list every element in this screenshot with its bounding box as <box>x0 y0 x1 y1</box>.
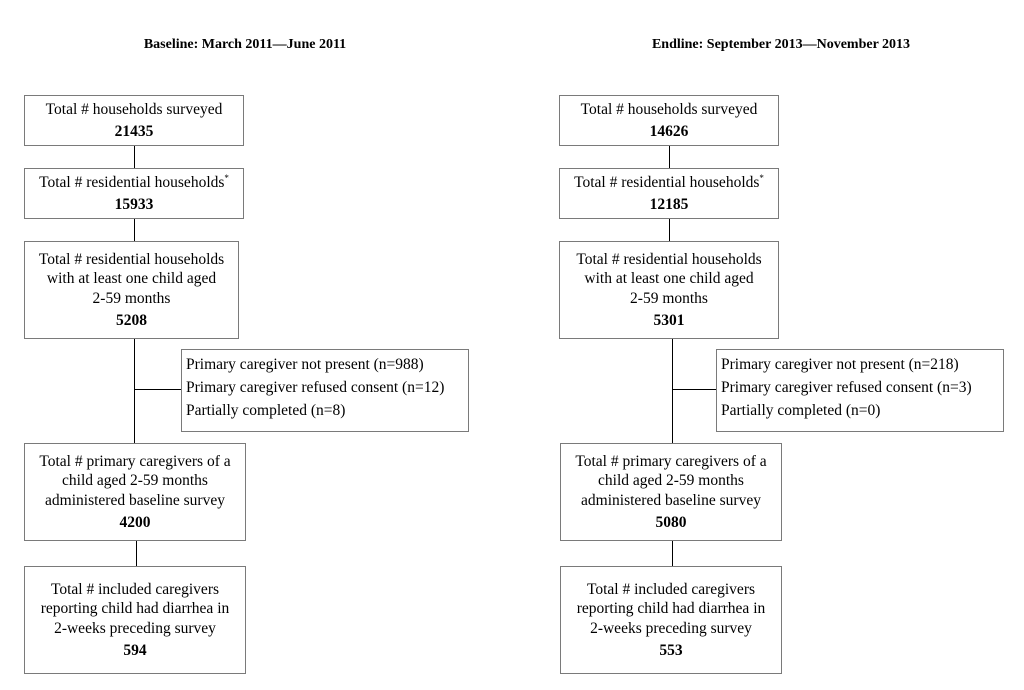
connector <box>134 146 135 168</box>
endline-caregivers-surveyed-box <box>560 443 782 541</box>
box-label: Total # primary caregivers of a child aged 2-59 months administered baseline survey <box>575 452 767 509</box>
endline-included-caregivers-box <box>560 566 782 674</box>
connector <box>669 146 670 168</box>
exclusion-item: Partially completed (n=0) <box>721 402 881 419</box>
box-value: 4200 <box>119 514 151 531</box>
box-label: Total # residential households with at least one child aged 2-59 months <box>576 250 762 307</box>
exclusion-connector <box>134 389 181 390</box>
box-label: Total # households surveyed <box>580 100 758 118</box>
exclusion-item: Primary caregiver refused consent (n=3) <box>721 379 972 396</box>
box-label: Total # residential households with at least one child aged 2-59 months <box>38 250 225 307</box>
box-label-text: Total # residential households <box>574 173 760 191</box>
box-label: Total # primary caregivers of a child aged 2-59 months administered baseline survey <box>39 452 231 509</box>
box-value: 5301 <box>653 312 685 329</box>
connector <box>136 541 137 566</box>
box-value: 5208 <box>116 312 147 329</box>
box-label <box>574 173 764 193</box>
baseline-residential-households-box <box>24 168 244 219</box>
baseline-households-with-child-box <box>24 241 239 339</box>
endline-households-surveyed-box <box>559 95 779 146</box>
box-label: Total # included caregivers reporting child had diarrhea in 2-weeks preceding survey <box>40 580 230 637</box>
box-value: 5080 <box>655 514 687 531</box>
connector <box>672 339 673 443</box>
box-label: Total # included caregivers reporting child had diarrhea in 2-weeks preceding survey <box>576 580 766 637</box>
box-value: 553 <box>659 642 683 659</box>
endline-exclusions-box <box>716 349 1004 432</box>
footnote-marker: * <box>759 172 764 183</box>
exclusion-item: Primary caregiver refused consent (n=12) <box>186 379 445 396</box>
connector <box>134 219 135 241</box>
exclusion-item: Partially completed (n=8) <box>186 402 346 419</box>
box-value: 15933 <box>114 196 154 213</box>
box-label: Total # households surveyed <box>45 100 223 118</box>
connector <box>669 219 670 241</box>
footnote-marker: * <box>224 172 229 183</box>
baseline-households-surveyed-box <box>24 95 244 146</box>
baseline-included-caregivers-box <box>24 566 246 674</box>
exclusion-item: Primary caregiver not present (n=218) <box>721 356 959 373</box>
endline-households-with-child-box <box>559 241 779 339</box>
box-value: 12185 <box>649 196 689 213</box>
box-value: 14626 <box>649 123 689 140</box>
connector <box>672 541 673 566</box>
box-value: 594 <box>123 642 147 659</box>
box-label <box>39 173 229 193</box>
baseline-exclusions-box <box>181 349 469 432</box>
endline-title: Endline: September 2013—November 2013 <box>651 37 911 52</box>
exclusion-connector <box>672 389 716 390</box>
box-label-text: Total # residential households <box>39 173 225 191</box>
endline-residential-households-box <box>559 168 779 219</box>
exclusion-item: Primary caregiver not present (n=988) <box>186 356 424 373</box>
connector <box>134 339 135 443</box>
baseline-caregivers-surveyed-box <box>24 443 246 541</box>
baseline-title: Baseline: March 2011—June 2011 <box>143 37 347 52</box>
box-value: 21435 <box>114 123 154 140</box>
